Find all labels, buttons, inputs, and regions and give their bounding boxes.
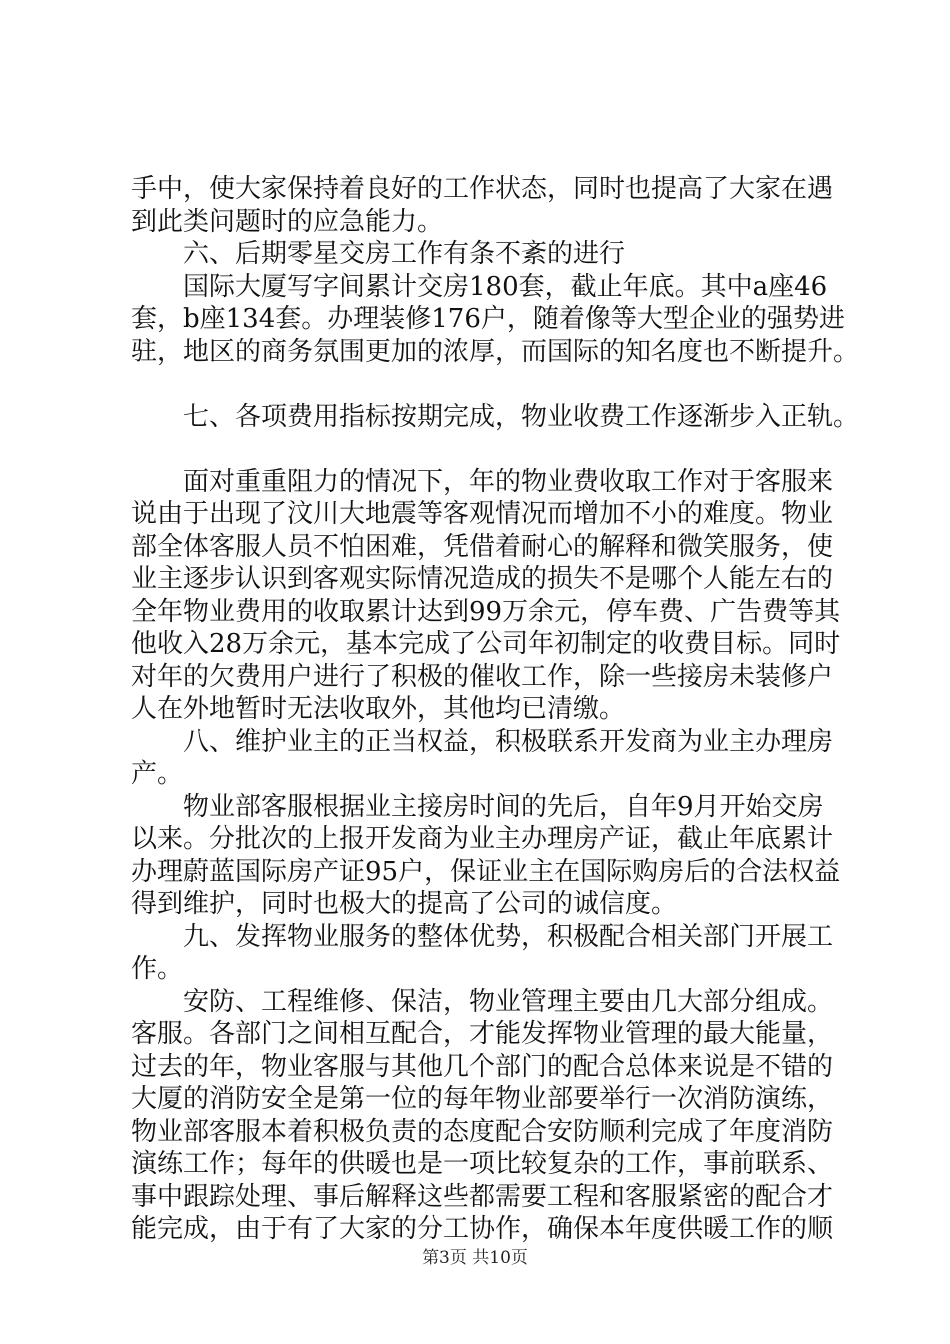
text-line: 七、各项费用指标按期完成，物业收费工作逐渐步入正轨。: [183, 401, 860, 432]
document-body: [131, 173, 860, 1246]
text-line: 部全体客服人员不怕困难，凭借着耐心的解释和微笑服务，使: [131, 531, 834, 562]
text-line: 过去的年，物业客服与其他几个部门的配合总体来说是不错的: [131, 1051, 834, 1082]
text-line: 能完成，由于有了大家的分工协作，确保本年度供暖工作的顺: [131, 1214, 834, 1244]
text-line: 大厦的消防安全是第一位的每年物业部要举行一次消防演练，: [131, 1084, 834, 1114]
text-line: 六、后期零星交房工作有条不紊的进行: [183, 239, 626, 269]
text-line: 到此类问题时的应急能力。: [131, 206, 444, 237]
text-line: 事中跟踪处理、事后解释这些都需要工程和客服紧密的配合才: [131, 1181, 834, 1212]
text-line: 八、维护业主的正当权益，积极联系开发商为业主办理房: [183, 726, 834, 757]
text-line: 手中，使大家保持着良好的工作状态，同时也提高了大家在遇: [131, 174, 834, 204]
text-line: 国际大厦写字间累计交房180套，截止年底。其中a座46: [183, 271, 828, 302]
text-line: 九、发挥物业服务的整体优势，积极配合相关部门开展工: [183, 921, 834, 952]
text-line: 说由于出现了汶川大地震等客观情况而增加不小的难度。物业: [131, 499, 834, 529]
text-line: 安防、工程维修、保洁，物业管理主要由几大部分组成。: [183, 986, 834, 1017]
text-line: 对年的欠费用户进行了积极的催收工作，除一些接房未装修户: [131, 661, 834, 692]
text-line: 产。: [131, 759, 184, 789]
text-line: 面对重重阻力的情况下，年的物业费收取工作对于客服来: [183, 466, 834, 497]
text-line: 套，b座134套。办理装修176户，随着像等大型企业的强势进: [131, 304, 845, 334]
text-line: 办理蔚蓝国际房产证95户，保证业主在国际购房后的合法权益: [131, 856, 841, 887]
text-line: 业主逐步认识到客观实际情况造成的损失不是哪个人能左右的: [131, 564, 834, 594]
text-line: 人在外地暂时无法收取外，其他均已清缴。: [131, 694, 626, 724]
page-number-label: 第3页 共10页: [422, 1248, 528, 1268]
text-line: 客服。各部门之间相互配合，才能发挥物业管理的最大能量，: [131, 1019, 834, 1049]
text-line: 物业部客服本着积极负责的态度配合安防顺利完成了年度消防: [131, 1116, 834, 1147]
page-footer: [0, 1243, 950, 1268]
text-line: 以来。分批次的上报开发商为业主办理房产证，截止年底累计: [131, 824, 834, 854]
text-line: 物业部客服根据业主接房时间的先后，自年9月开始交房: [183, 791, 824, 822]
text-line: 演练工作；每年的供暖也是一项比较复杂的工作，事前联系、: [131, 1149, 834, 1179]
paragraph-gap: [131, 433, 821, 466]
text-line: 驻，地区的商务氛围更加的浓厚，而国际的知名度也不断提升。: [131, 336, 860, 367]
text-line: 全年物业费用的收取累计达到99万余元，停车费、广告费等其: [131, 596, 841, 627]
text-line: 得到维护，同时也极大的提高了公司的诚信度。: [131, 889, 678, 919]
text-line: 作。: [131, 954, 184, 984]
paragraph-gap: [131, 368, 821, 401]
text-line: 他收入28万余元，基本完成了公司年初制定的收费目标。同时: [131, 629, 841, 659]
